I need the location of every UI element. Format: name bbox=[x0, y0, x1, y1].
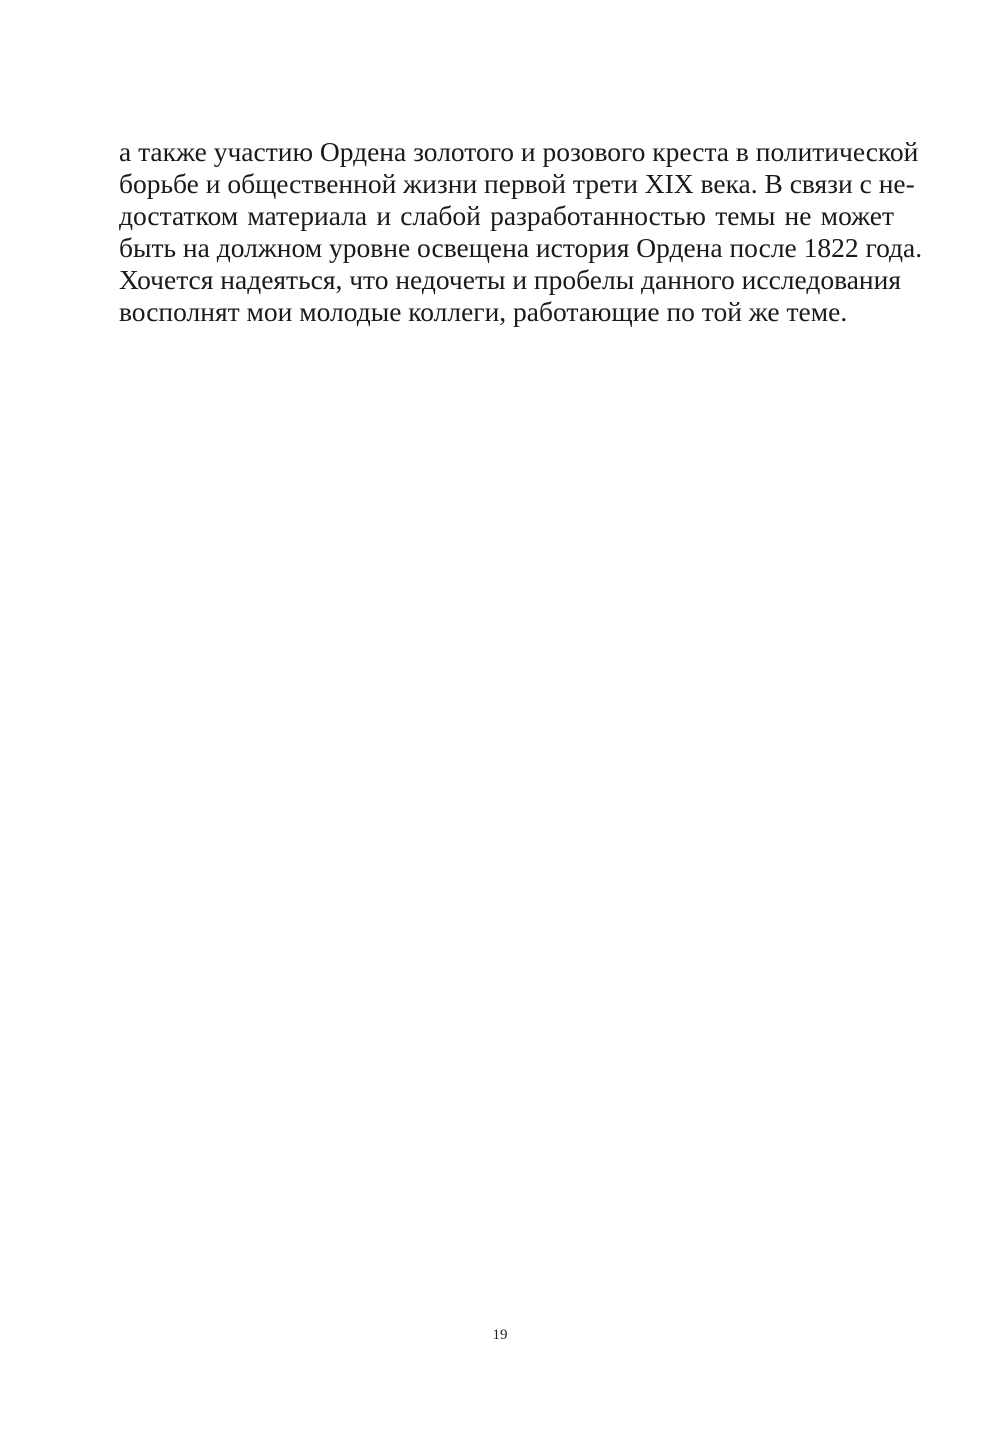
paragraph-line-1: а также участию Ордена золотого и розового креста в политической bbox=[119, 136, 919, 167]
paragraph-line-2: борьбе и общественной жизни первой трети XIX века. В связи с не- bbox=[119, 168, 915, 199]
paragraph-line-5: Хочется надеяться, что недочеты и пробелы данного исследования bbox=[119, 264, 901, 295]
paragraph-line-4: быть на должном уровне освещена история Ордена после 1822 года. bbox=[119, 232, 923, 263]
paragraph-line-6: восполнят мои молодые коллеги, работающие по той же теме. bbox=[119, 296, 848, 327]
page-number: 19 bbox=[492, 1327, 508, 1343]
paragraph-line-3: достатком материала и слабой разработанностью темы не может bbox=[119, 200, 894, 231]
body-paragraph bbox=[119, 136, 923, 328]
